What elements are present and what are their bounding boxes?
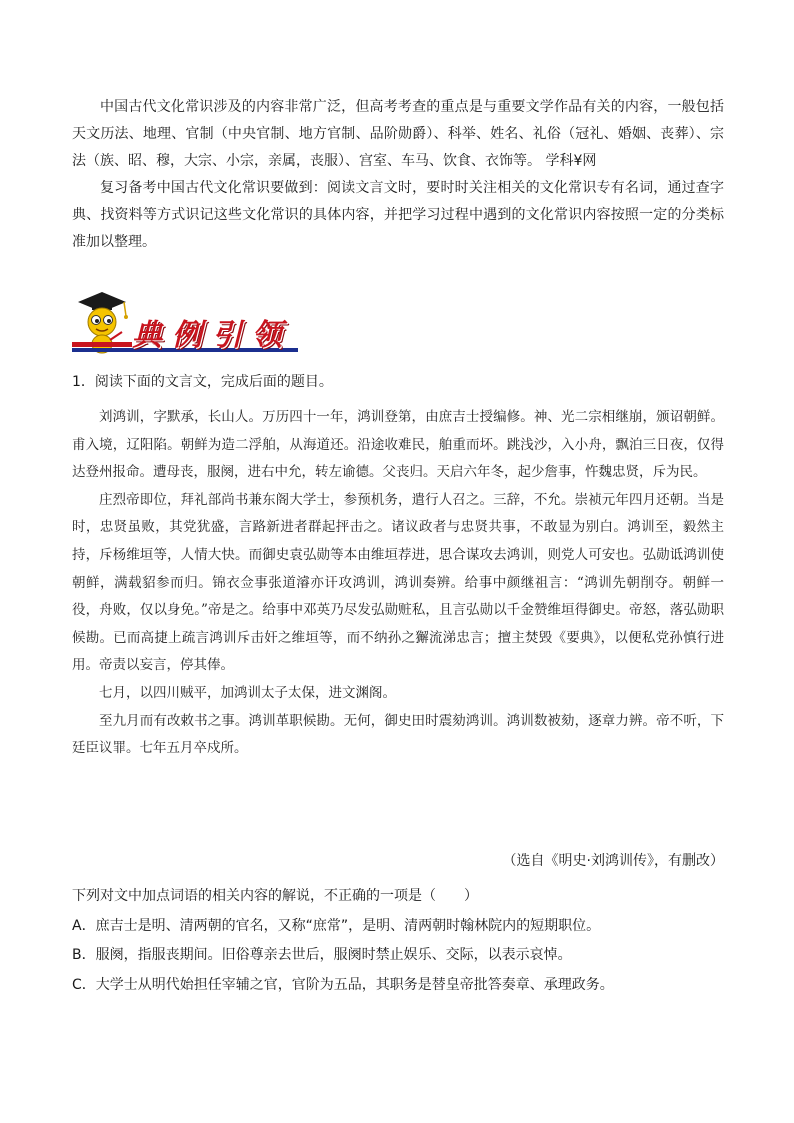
banner-title: 典例引领 bbox=[132, 318, 292, 353]
question-heading: 1．阅读下面的文言文，完成后面的题目。 bbox=[72, 374, 333, 390]
passage-paragraph-2: 庄烈帝即位，拜礼部尚书兼东阁大学士，参预机务，遣行人召之。三辞，不允。崇祯元年四月还朝。当是时，忠贤虽败，其党犹盛，言路新进者群起抨击之。诸议政者与忠贤共事，不敢显为别白。鸿训至，毅然主持，斥杨维垣等，人情大快。而御史袁弘勋等本由维垣荐进，思合谋攻去鸿训，则党人可安也。弘勋诋鸿训使朝鲜，满载貂参而归。锦衣佥事张道濬亦讦攻鸿训，鸿训奏辨。给事中颜继祖言：“鸿训先朝削夺。朝鲜一役，舟败，仅以身免。”帝是之。给事中邓英乃尽发弘勋赃私，且言弘勋以千金赞维垣得御史。帝怒，落弘勋职候勘。已而高捷上疏言鸿训斥击奸之维垣等，而不纳孙之獬流涕忠言；擅主焚毁《要典》，以便私党孙慎行进用。帝责以妄言，停其俸。 bbox=[72, 491, 724, 674]
passage-paragraph-3: 七月，以四川贼平，加鸿训太子太保，进文渊阁。 bbox=[99, 684, 396, 701]
option-a: A．庶吉士是明、清两朝的官名，又称“庶常”，是明、清两朝时翰林院内的短期职位。 bbox=[72, 917, 601, 934]
banner-accent-red bbox=[72, 342, 132, 347]
passage-paragraph-1: 刘鸿训，字默承，长山人。万历四十一年，鸿训登第，由庶吉士授编修。神、光二宗相继崩，颁诏朝鲜。甫入境，辽阳陷。朝鲜为造二浮舶，从海道还。沿途收难民，舶重而坏。跳浅沙，入小舟，飘泊三日夜，仅得达登州报命。遭母丧，服阕，进右中允，转左谕德。父丧归。天启六年冬，起少詹事，忤魏忠贤，斥为民。 bbox=[72, 409, 724, 481]
passage-source: （选自《明史·刘鸿训传》，有删改） bbox=[502, 853, 724, 869]
classical-passage bbox=[72, 404, 724, 763]
section-banner bbox=[72, 290, 298, 356]
option-c: C．大学士从明代始担任宰辅之官，官阶为五品，其职务是替皇帝批答奏章、承理政务。 bbox=[72, 976, 614, 993]
question-block bbox=[72, 882, 724, 1000]
intro-paragraph-1: 中国古代文化常识涉及的内容非常广泛，但高考考查的重点是与重要文学作品有关的内容，一般包括天文历法、地理、官制（中央官制、地方官制、品阶勋爵）、科举、姓名、礼俗（冠礼、婚姻、丧葬）、宗法（族、昭、穆，大宗、小宗，亲属，丧服）、宫室、车马、饮食、衣饰等。 学科¥网 bbox=[72, 99, 724, 169]
passage-paragraph-4: 至九月而有改敕书之事。鸿训革职候勘。无何，御史田时震劾鸿训。鸿训数被劾，逐章力辨。帝不听，下廷臣议罪。七年五月卒戍所。 bbox=[72, 712, 724, 757]
intro-paragraph-2: 复习备考中国古代文化常识要做到：阅读文言文时，要时时关注相关的文化常识专有名词，通过查字典、找资料等方式识记这些文化常识的具体内容，并把学习过程中遇到的文化常识内容按照一定的分类标准加以整理。 bbox=[72, 180, 724, 250]
option-b: B．服阕，指服丧期间。旧俗尊亲去世后，服阕时禁止娱乐、交际，以表示哀悼。 bbox=[72, 947, 572, 963]
intro-section bbox=[72, 94, 724, 256]
question-stem: 下列对文中加点词语的相关内容的解说，不正确的一项是（ ） bbox=[72, 888, 478, 904]
